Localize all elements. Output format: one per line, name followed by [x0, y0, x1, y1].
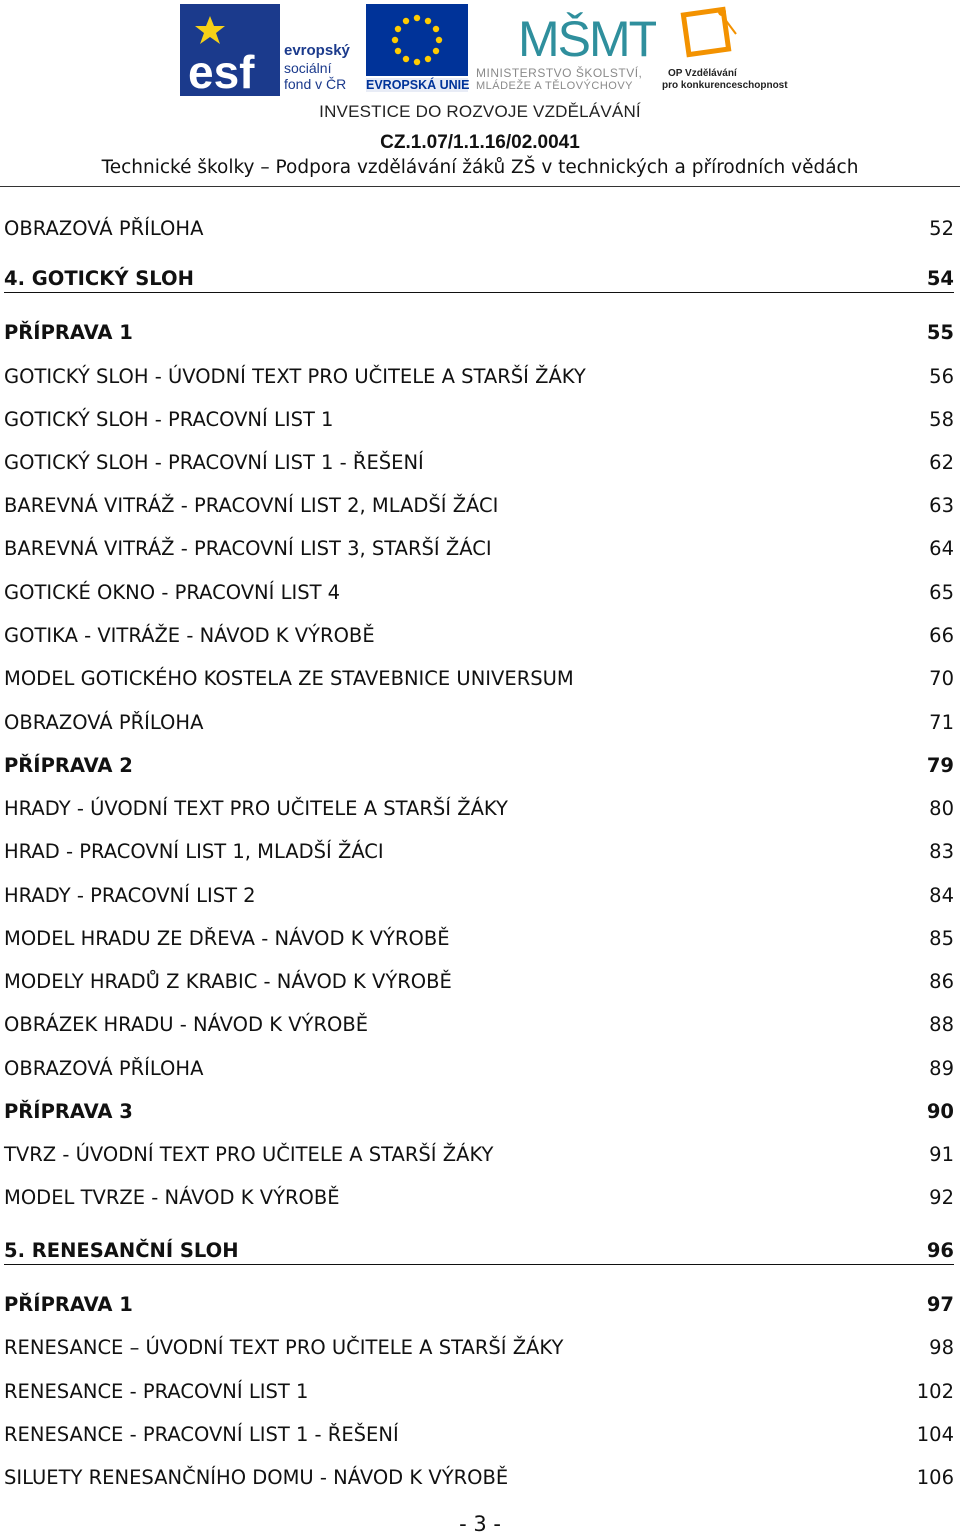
toc-page-number: 97	[926, 1293, 954, 1316]
toc-page-number: 64	[929, 537, 954, 560]
toc-sub-text: NÁVOD K VÝROBĚ	[274, 927, 450, 950]
toc-title	[4, 1380, 308, 1403]
op-line1: OP Vzdělávání	[668, 68, 737, 79]
toc-page-number: 89	[929, 1057, 954, 1080]
op-logo	[662, 4, 788, 96]
toc-sub-text: ZE STAVEBNICE	[298, 667, 451, 690]
toc-page-number: 66	[929, 624, 954, 647]
page-header	[0, 0, 960, 188]
toc-main-text: MODEL HRADU ZE DŘEVA -	[4, 927, 275, 950]
toc-sub-text: NÁVOD K VÝROBĚ	[192, 1013, 369, 1036]
toc-sub-text: ÚVODNÍ TEXT PRO UČITELE A STARŠÍ ŽÁKY	[145, 1336, 564, 1359]
toc-row[interactable]	[4, 485, 954, 517]
toc-main-text: GOTIKA - VITRÁŽE -	[4, 624, 200, 647]
toc-sub-text: PRACOVNÍ LIST 2, MLADŠÍ ŽÁCI	[193, 494, 499, 517]
toc-main-text: MODEL TVRZE -	[4, 1186, 165, 1209]
toc-row[interactable]	[4, 1177, 954, 1209]
toc-sub-text: NÁVOD K VÝROBĚ	[333, 1466, 509, 1489]
toc-page-number: 52	[929, 217, 954, 240]
investice-heading: INVESTICE DO ROZVOJE VZDĚLÁVÁNÍ	[319, 102, 641, 121]
toc-row[interactable]	[4, 831, 954, 863]
toc-page-number: 102	[916, 1380, 954, 1403]
toc-page-number: 85	[929, 927, 954, 950]
toc-page-number: 71	[929, 711, 954, 734]
toc-main-text: RENESANCE -	[4, 1380, 143, 1403]
toc-page-number: 58	[929, 408, 954, 431]
toc-page-number: 55	[926, 321, 954, 344]
toc-title	[4, 927, 450, 950]
toc-title	[4, 365, 586, 388]
toc-sub-text: PRACOVNÍ LIST 3, STARŠÍ ŽÁCI	[193, 537, 492, 560]
toc-title	[4, 451, 424, 474]
toc-main-text: MODEL GOTICKÉHO KOSTELA	[4, 667, 299, 690]
toc-title	[4, 1057, 203, 1080]
toc-title	[4, 1336, 563, 1359]
eu-logo	[366, 4, 468, 96]
toc-row[interactable]	[4, 1004, 954, 1036]
toc-main-text: RENESANCE –	[4, 1336, 146, 1359]
toc-main-text: GOTICKÉ OKNO -	[4, 581, 175, 604]
toc-row[interactable]	[4, 399, 954, 431]
toc-page-number: 88	[929, 1013, 954, 1036]
toc-title: PŘÍPRAVA 2	[4, 754, 133, 777]
toc-row[interactable]	[4, 788, 954, 820]
toc-main-text: O	[4, 1057, 20, 1080]
toc-row[interactable]	[4, 1414, 954, 1446]
toc-title	[4, 711, 203, 734]
toc-page-number: 104	[916, 1423, 954, 1446]
toc-page-number: 54	[926, 267, 954, 290]
toc-page-number: 83	[929, 840, 954, 863]
toc-row[interactable]	[4, 658, 954, 690]
toc-sub-text: BRAZOVÁ PŘÍLOHA	[19, 217, 204, 240]
toc-row[interactable]	[4, 572, 954, 604]
toc-sub-text: ÚVODNÍ TEXT PRO UČITELE A STARŠÍ ŽÁKY	[167, 365, 586, 388]
toc-page-number: 90	[926, 1100, 954, 1123]
toc-row[interactable]	[4, 1371, 954, 1403]
toc-sub-text: ÚVODNÍ TEXT PRO UČITELE A STARŠÍ ŽÁKY	[75, 1143, 494, 1166]
toc-main-text: HRADY -	[4, 884, 91, 907]
toc-row[interactable]	[4, 875, 954, 907]
toc-title	[4, 624, 375, 647]
toc-title	[4, 537, 492, 560]
toc-main-text: HRAD -	[4, 840, 80, 863]
msmt-logo	[476, 4, 656, 96]
toc-title	[4, 1466, 508, 1489]
op-logo-mark	[664, 4, 784, 66]
toc-page-number: 70	[929, 667, 954, 690]
toc-title: PŘÍPRAVA 1	[4, 1293, 133, 1316]
toc-title	[4, 1186, 340, 1209]
eu-flag-icon	[366, 4, 468, 76]
toc-sub-text: NÁVOD K VÝROBĚ	[199, 624, 375, 647]
toc-sub-text: PRACOVNÍ LIST 1	[142, 1380, 309, 1403]
eu-caption: EVROPSKÁ UNIE	[366, 78, 470, 92]
toc-main-text: BAREVNÁ VITRÁŽ -	[4, 494, 194, 517]
toc-main-text: HRADY -	[4, 797, 91, 820]
toc-sub-text: ÚVODNÍ TEXT PRO UČITELE A STARŠÍ ŽÁKY	[90, 797, 508, 820]
toc-main-text: O	[4, 711, 20, 734]
toc-row[interactable]	[4, 918, 954, 950]
toc-sub-text: PRACOVNÍ LIST 1, MLADŠÍ ŽÁCI	[79, 840, 384, 863]
toc-row[interactable]	[4, 1048, 954, 1080]
toc-sub-text: PRACOVNÍ LIST 1 - ŘEŠENÍ	[142, 1423, 399, 1446]
project-code: CZ.1.07/1.1.16/02.0041	[380, 132, 580, 153]
toc-main-text: GOTICKÝ SLOH -	[4, 365, 168, 388]
toc-title	[4, 408, 333, 431]
esf-line3: fond v ČR	[284, 76, 347, 92]
esf-line1: evropský	[284, 42, 350, 59]
toc-sub-text: BRAZOVÁ PŘÍLOHA	[19, 711, 204, 734]
toc-title	[4, 884, 256, 907]
toc-row[interactable]	[4, 1327, 954, 1359]
toc-page-number: 56	[929, 365, 954, 388]
toc-row[interactable]	[4, 1457, 954, 1489]
toc-title	[4, 840, 384, 863]
msmt-line2: MLÁDEŽE A TĚLOVÝCHOVY	[476, 80, 634, 92]
toc-page-number: 79	[926, 754, 954, 777]
toc-section-row[interactable]	[4, 312, 954, 344]
toc-row[interactable]	[4, 702, 954, 734]
toc-page-number: 62	[929, 451, 954, 474]
toc-title	[4, 797, 508, 820]
toc-title	[4, 1013, 368, 1036]
toc-chapter-row[interactable]	[4, 1230, 954, 1265]
page-number-footer: - 3 -	[459, 1512, 501, 1536]
toc-row[interactable]	[4, 356, 954, 388]
toc-page-number: 80	[929, 797, 954, 820]
msmt-line1: MINISTERSTVO ŠKOLSTVÍ,	[476, 66, 643, 80]
svg-text:MŠMT: MŠMT	[518, 11, 656, 66]
toc-page-number: 86	[929, 970, 954, 993]
toc-title: PŘÍPRAVA 1	[4, 321, 133, 344]
toc-sub-text: PRACOVNÍ LIST 1 - ŘEŠENÍ	[167, 451, 424, 474]
toc-main-text: O	[4, 217, 20, 240]
toc-chapter-row[interactable]	[4, 258, 954, 293]
toc-main-text: GOTICKÝ SLOH -	[4, 408, 168, 431]
project-subtitle: Technické školky – Podpora vzdělávání žáků ZŠ v technických a přírodních vědách	[101, 157, 859, 178]
toc-row[interactable]	[4, 615, 954, 647]
toc-sub-text: NÁVOD K VÝROBĚ	[164, 1186, 340, 1209]
toc-section-row[interactable]	[4, 1284, 954, 1316]
toc-row[interactable]	[4, 1134, 954, 1166]
toc-title	[4, 217, 203, 240]
esf-line2: sociální	[284, 60, 332, 76]
toc-main-text: OBRÁZEK HRADU -	[4, 1013, 193, 1036]
toc-title	[4, 667, 574, 690]
toc-main-text: RENESANCE -	[4, 1423, 143, 1446]
toc-section-row[interactable]	[4, 1091, 954, 1123]
toc-main-text: SILUETY RENESANČNÍHO DOMU -	[4, 1466, 334, 1489]
toc-title: 5. RENESANČNÍ SLOH	[4, 1239, 239, 1262]
toc-section-row[interactable]	[4, 745, 954, 777]
op-line2: pro konkurenceschopnost	[662, 80, 788, 91]
toc-page-number: 65	[929, 581, 954, 604]
toc-sub-text: PRACOVNÍ LIST 4	[174, 581, 341, 604]
toc-page-number: 84	[929, 884, 954, 907]
toc-main-text: MODELY HRADŮ Z KRABIC -	[4, 970, 277, 993]
toc-page-number: 106	[916, 1466, 954, 1489]
toc-title	[4, 581, 340, 604]
toc-sub-text: PRACOVNÍ LIST 1	[167, 408, 334, 431]
svg-text:esf: esf	[188, 46, 255, 96]
toc-title	[4, 494, 498, 517]
toc-row[interactable]	[4, 528, 954, 560]
toc-sub-text: BRAZOVÁ PŘÍLOHA	[19, 1057, 204, 1080]
toc-page-number: 96	[926, 1239, 954, 1262]
msmt-logo-mark	[476, 4, 656, 66]
toc-main-text-2: UNIVERSUM	[450, 667, 574, 690]
toc-page-number: 91	[929, 1143, 954, 1166]
toc-title	[4, 1143, 493, 1166]
toc-row[interactable]	[4, 208, 954, 240]
toc-main-text: TVRZ -	[4, 1143, 76, 1166]
header-divider	[0, 186, 960, 187]
toc-row[interactable]	[4, 961, 954, 993]
esf-logo	[180, 4, 358, 96]
toc-main-text: GOTICKÝ SLOH -	[4, 451, 168, 474]
toc-page-number: 92	[929, 1186, 954, 1209]
toc-sub-text: PRACOVNÍ LIST 2	[90, 884, 256, 907]
toc-page-number: 98	[929, 1336, 954, 1359]
logo-strip	[180, 4, 788, 96]
toc-title	[4, 1423, 399, 1446]
toc-title: 4. GOTICKÝ SLOH	[4, 267, 194, 290]
toc-page-number: 63	[929, 494, 954, 517]
toc-title: PŘÍPRAVA 3	[4, 1100, 133, 1123]
toc-main-text: BAREVNÁ VITRÁŽ -	[4, 537, 194, 560]
toc-sub-text: NÁVOD K VÝROBĚ	[276, 970, 452, 993]
toc-title	[4, 970, 452, 993]
toc-row[interactable]	[4, 442, 954, 474]
